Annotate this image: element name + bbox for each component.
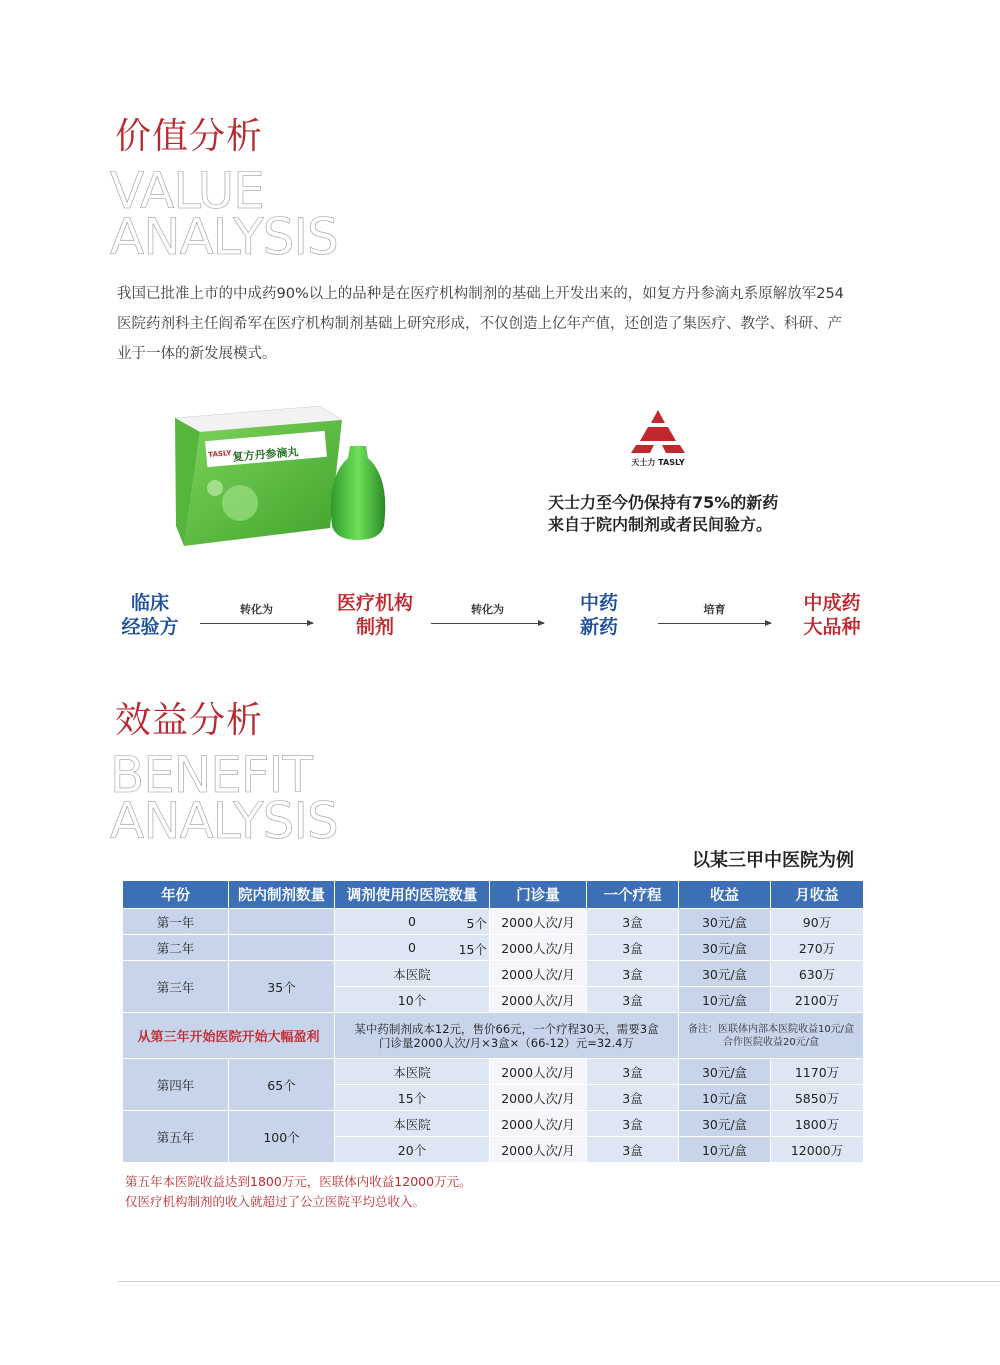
cell-course: 3盒 [587, 1111, 679, 1137]
flow-node-major-product [790, 591, 874, 639]
header-year: 年份 [123, 881, 229, 909]
cell-hospitals-b: 15个 [458, 942, 487, 957]
value-cn-title: 价值分析 [115, 116, 264, 157]
flow-node-line: 新药 [579, 616, 618, 638]
cell-visits: 2000人次/月 [490, 935, 587, 961]
flow-arrow-label: 转化为 [471, 603, 504, 616]
cell-monthly: 2100万 [771, 987, 864, 1013]
table-row [123, 935, 864, 961]
note-calc-line: 某中药制剂成本12元，售价66元，一个疗程30天，需要3盒 [354, 1021, 659, 1036]
cell-year: 第五年 [123, 1111, 229, 1163]
arrow-right-icon [200, 623, 313, 624]
cell-year: 第一年 [123, 909, 229, 935]
cell-monthly: 90万 [771, 909, 864, 935]
cell-monthly: 270万 [771, 935, 864, 961]
note-profit: 从第三年开始医院开始大幅盈利 [123, 1013, 335, 1059]
cell-income: 10元/盒 [679, 987, 771, 1013]
cell-hospitals: 10个 [335, 987, 490, 1013]
flow-node-line: 制剂 [355, 616, 394, 638]
value-en-line2: ANALYSIS [110, 208, 338, 266]
flow-arrow-1 [200, 601, 313, 624]
cell-visits: 2000人次/月 [490, 1085, 587, 1111]
cell-monthly: 5850万 [771, 1085, 864, 1111]
cell-course: 3盒 [587, 1059, 679, 1085]
tasly-claim-line: 来自于院内制剂或者民间验方。 [548, 515, 773, 534]
cell-income: 30元/盒 [679, 935, 771, 961]
cell-course: 3盒 [587, 961, 679, 987]
cell-visits: 2000人次/月 [490, 1059, 587, 1085]
flow-node-line: 临床 [130, 592, 169, 614]
cell-visits: 2000人次/月 [490, 961, 587, 987]
product-box-image [170, 398, 425, 553]
flow-arrow-label: 培育 [703, 603, 726, 616]
cell-visits: 2000人次/月 [490, 1137, 587, 1163]
cell-count: 100个 [229, 1111, 335, 1163]
flow-arrow-3 [658, 601, 771, 624]
table-header-row [123, 881, 864, 909]
cell-income: 30元/盒 [679, 1059, 771, 1085]
cell-income: 10元/盒 [679, 1085, 771, 1111]
table-note-row [123, 1013, 864, 1059]
cell-hospitals [335, 909, 490, 935]
cell-hospitals: 本医院 [335, 1059, 490, 1085]
benefit-cn-title: 效益分析 [115, 700, 264, 741]
cell-hospitals [335, 935, 490, 961]
note-calculation [335, 1013, 679, 1059]
footer-note-line: 第五年本医院收益达到1800万元，医联体内收益12000万元。 [125, 1174, 472, 1189]
bottom-divider [118, 1281, 1000, 1282]
table-row [123, 1059, 864, 1085]
note-remark [679, 1013, 864, 1059]
cell-monthly: 630万 [771, 961, 864, 987]
cell-course: 3盒 [587, 1137, 679, 1163]
footer-note-line: 仅医疗机构制剂的收入就超过了公立医院平均总收入。 [125, 1194, 426, 1209]
cell-course: 3盒 [587, 987, 679, 1013]
cell-hospitals-a: 0 [408, 940, 416, 955]
tasly-claim-line: 天士力至今仍保持有75%的新药 [548, 493, 779, 512]
box-name-text: 复方丹参滴丸 [232, 445, 299, 464]
footer-note [125, 1172, 472, 1212]
tasly-logo-text: 天士力 TASLY [631, 458, 685, 467]
header-course: 一个疗程 [587, 881, 679, 909]
intro-line: 医院药剂科主任阎希军在医疗机构制剂基础上研究形成，不仅创造上亿年产值，还创造了集医疗、教学、科研、产 [117, 316, 842, 332]
header-hospital-count: 调剂使用的医院数量 [335, 881, 490, 909]
cell-visits: 2000人次/月 [490, 1111, 587, 1137]
arrow-right-icon [431, 623, 544, 624]
note-remark-line: 备注：医联体内部本医院收益10元/盒 [687, 1023, 855, 1035]
cell-income: 30元/盒 [679, 1111, 771, 1137]
cell-count: 35个 [229, 961, 335, 1013]
cell-hospitals: 15个 [335, 1085, 490, 1111]
header-income: 收益 [679, 881, 771, 909]
cell-hospitals: 20个 [335, 1137, 490, 1163]
flow-node-new-drug [563, 591, 635, 639]
table-row [123, 1111, 864, 1137]
intro-line: 我国已批准上市的中成药90%以上的品种是在医疗机构制剂的基础上开发出来的，如复方丹参滴丸系原解放军254 [117, 286, 844, 302]
benefit-en-title [110, 746, 338, 850]
intro-line: 业于一体的新发展模式。 [117, 346, 277, 362]
benefit-en-line2: ANALYSIS [110, 792, 338, 850]
flow-node-line: 中成药 [803, 592, 861, 614]
tasly-logo-icon [628, 408, 688, 456]
header-visits: 门诊量 [490, 881, 587, 909]
flow-arrow-label: 转化为 [240, 603, 273, 616]
cell-visits: 2000人次/月 [490, 909, 587, 935]
benefit-en-line1: BENEFIT [110, 746, 312, 804]
flow-node-line: 医疗机构 [336, 592, 413, 614]
benefit-table [122, 880, 864, 1163]
flow-node-line: 大品种 [803, 616, 861, 638]
cell-course: 3盒 [587, 935, 679, 961]
cell-monthly: 12000万 [771, 1137, 864, 1163]
cell-income: 30元/盒 [679, 961, 771, 987]
cell-count [229, 909, 335, 935]
flow-node-line: 经验方 [121, 616, 179, 638]
cell-course: 3盒 [587, 1085, 679, 1111]
cell-hospitals-b: 5个 [466, 916, 487, 931]
cell-hospitals: 本医院 [335, 1111, 490, 1137]
example-label: 以某三甲中医院为例 [692, 850, 854, 871]
cell-visits: 2000人次/月 [490, 987, 587, 1013]
arrow-right-icon [658, 623, 771, 624]
intro-paragraph [117, 279, 877, 369]
cell-hospitals: 本医院 [335, 961, 490, 987]
cell-count [229, 935, 335, 961]
cell-count: 65个 [229, 1059, 335, 1111]
cell-hospitals-a: 0 [408, 914, 416, 929]
flow-node-line: 中药 [579, 592, 618, 614]
cell-year: 第二年 [123, 935, 229, 961]
value-en-line1: VALUE [110, 162, 264, 220]
note-remark-line: 合作医院收益20元/盒 [722, 1036, 820, 1048]
cell-year: 第四年 [123, 1059, 229, 1111]
note-calc-line: 门诊量2000人次/月×3盒×（66-12）元=32.4万 [379, 1035, 634, 1050]
header-monthly: 月收益 [771, 881, 864, 909]
cell-monthly: 1800万 [771, 1111, 864, 1137]
box-brand-text: TASLY [207, 449, 232, 460]
header-inhouse-count: 院内制剂数量 [229, 881, 335, 909]
flow-node-institution [325, 591, 425, 639]
cell-year: 第三年 [123, 961, 229, 1013]
table-row [123, 961, 864, 987]
table-row [123, 909, 864, 935]
tasly-claim [548, 492, 778, 536]
cell-monthly: 1170万 [771, 1059, 864, 1085]
value-en-title [110, 162, 338, 266]
cell-income: 30元/盒 [679, 909, 771, 935]
cell-income: 10元/盒 [679, 1137, 771, 1163]
cell-course: 3盒 [587, 909, 679, 935]
flow-arrow-2 [431, 601, 544, 624]
flow-node-clinical [112, 591, 188, 639]
